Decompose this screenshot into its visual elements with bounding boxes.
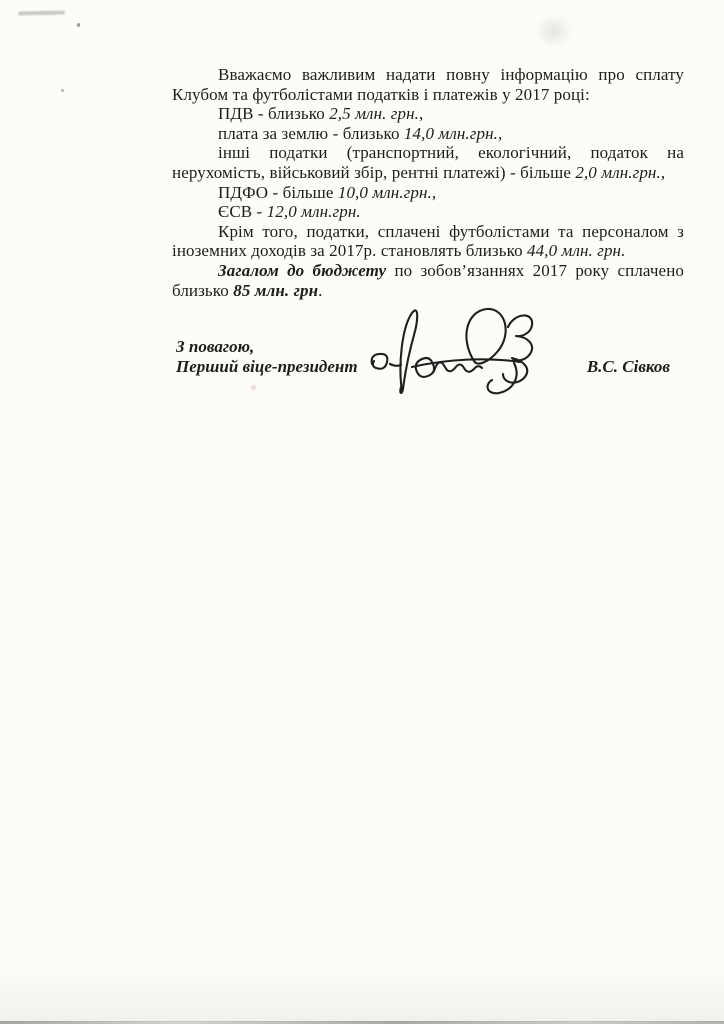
text-run: іноземних доходів за 2017р. становлять близько: [172, 241, 528, 261]
text-run: плата за землю - близько: [218, 123, 404, 143]
text-run: ПДФО - більше: [218, 182, 338, 202]
line-vat: [172, 104, 684, 124]
amount-value: 2,5 млн. грн.: [329, 104, 420, 124]
text-run: нерухомість, військовий збір, рентні платежі) - більше: [172, 162, 576, 182]
line-other-taxes-2: [172, 163, 684, 183]
line-total-2: [172, 281, 684, 301]
amount-value: 14,0 млн.грн.: [403, 123, 498, 143]
letter-body: [172, 65, 684, 300]
text-run: ЄСВ -: [218, 202, 267, 222]
scan-artifact-speck: [77, 23, 80, 27]
line-esv: [172, 202, 684, 222]
text-run: ,: [497, 123, 503, 143]
line-other-taxes-1: [172, 143, 684, 163]
signer-title: Перший віце-президент: [176, 356, 358, 376]
total-amount: 85 млн. грн: [233, 280, 319, 300]
text-run: ,: [419, 104, 424, 124]
line-foreign-income-1: [172, 222, 684, 242]
line-land-tax: [172, 124, 684, 144]
scan-artifact-bottom-shade: [0, 967, 724, 1022]
text-run: Крім того, податки, сплачені футболістами та персоналом з: [218, 221, 684, 241]
text-run: ,: [431, 182, 437, 202]
amount-value: 12,0 млн.грн.: [266, 202, 361, 222]
text-run: ПДВ - близько: [218, 104, 330, 124]
amount-value: 44,0 млн. грн.: [527, 241, 626, 261]
line-intro-2: [172, 85, 684, 105]
text-run: .: [318, 280, 323, 300]
handwritten-signature-icon: [362, 301, 554, 397]
amount-value: 10,0 млн.грн.: [337, 182, 432, 202]
closing-salutation: З повагою,: [176, 337, 255, 356]
line-intro-1: [172, 65, 684, 85]
text-run: Вважаємо важливим надати повну інформацію про сплату: [218, 65, 684, 84]
scan-artifact-streak: [18, 11, 65, 16]
text-run: близько: [172, 280, 234, 300]
total-emphasis: Загалом до бюджету: [218, 260, 387, 280]
text-run: ,: [660, 162, 666, 182]
text-run: інші податки (транспортний, екологічний, податок на: [218, 143, 684, 163]
scan-artifact-speck: [251, 385, 256, 390]
signer-name: В.С. Сівков: [586, 356, 670, 376]
text-run: Клубом та футболістами податків і платежів у 2017 році:: [172, 84, 590, 104]
line-total-1: [172, 261, 684, 281]
text-run: по зобов’язаннях 2017 року сплачено: [386, 260, 684, 280]
line-pdfo: [172, 183, 684, 203]
line-foreign-income-2: [172, 241, 684, 261]
scan-artifact-speck: [61, 89, 64, 92]
scan-artifact-smudge: [534, 14, 574, 48]
amount-value: 2,0 млн.грн.: [575, 162, 661, 182]
